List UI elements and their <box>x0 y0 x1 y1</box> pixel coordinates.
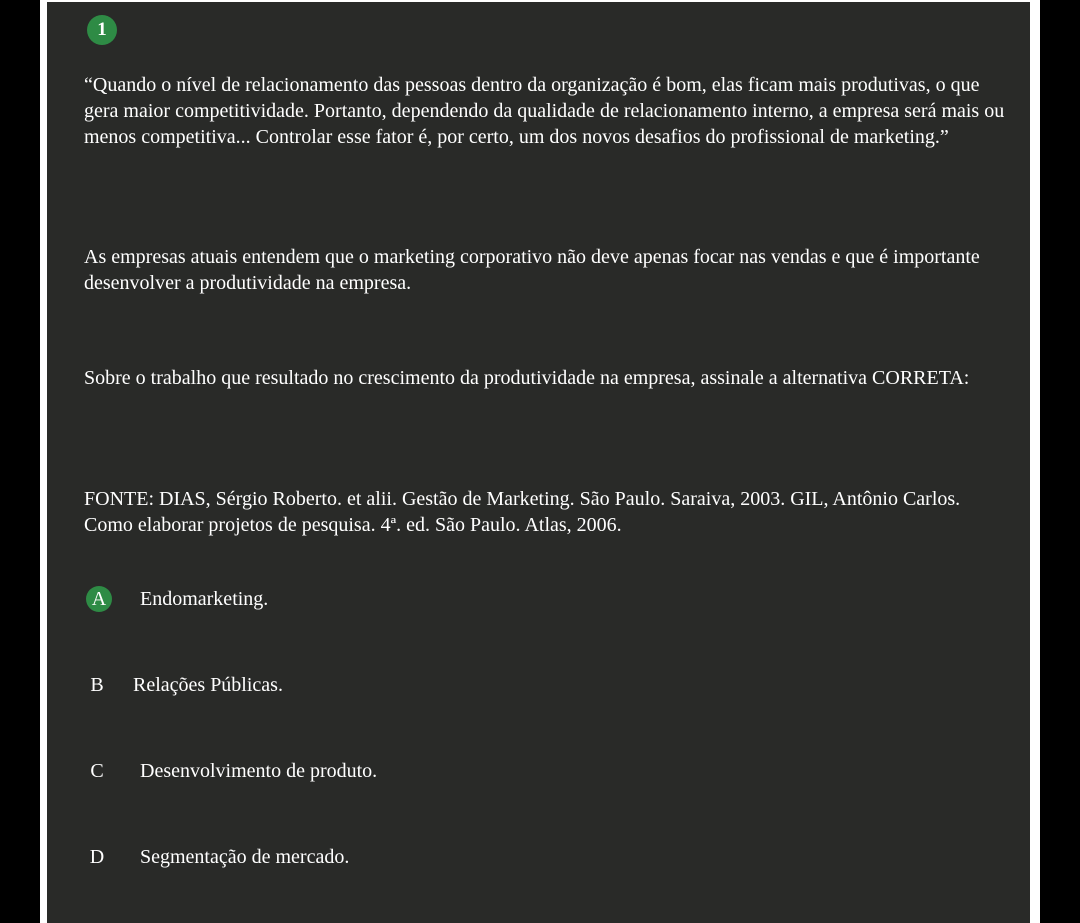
option-b-letter: B <box>90 674 104 696</box>
option-a[interactable] <box>47 580 1030 620</box>
option-b[interactable] <box>47 666 1030 706</box>
option-c[interactable] <box>47 752 1030 792</box>
option-a-letter-selected: A <box>86 586 112 612</box>
question-card <box>47 2 1030 923</box>
option-c-text: Desenvolvimento de produto. <box>140 760 378 782</box>
question-source: FONTE: DIAS, Sérgio Roberto. et alii. Gestão de Marketing. São Paulo. Saraiva, 2003. GIL, Antônio Carlos. Como elaborar projetos de pesquisa. 4ª. ed. São Paulo. Atlas, 2006. <box>84 488 961 536</box>
option-d-text: Segmentação de mercado. <box>140 846 350 868</box>
question-number-badge: 1 <box>87 15 117 45</box>
option-b-text: Relações Públicas. <box>133 674 283 696</box>
option-c-letter: C <box>90 760 104 782</box>
question-prompt: Sobre o trabalho que resultado no crescimento da produtividade na empresa, assinale a alternativa CORRETA: <box>84 367 970 389</box>
question-context: As empresas atuais entendem que o marketing corporativo não deve apenas focar nas vendas e que é importante desenvolver a produtividade na empresa. <box>84 246 980 294</box>
option-a-text: Endomarketing. <box>140 588 269 610</box>
option-d[interactable] <box>47 838 1030 878</box>
option-d-letter: D <box>89 846 105 868</box>
question-quote: “Quando o nível de relacionamento das pessoas dentro da organização é bom, elas ficam mais produtivas, o que gera maior competitividade. Portanto, dependendo da qualidade de relacionamento interno, a empresa será mais ou menos competitiva... Controlar esse fator é, por certo, um dos novos desafios do profissional de marketing.” <box>84 74 1005 148</box>
